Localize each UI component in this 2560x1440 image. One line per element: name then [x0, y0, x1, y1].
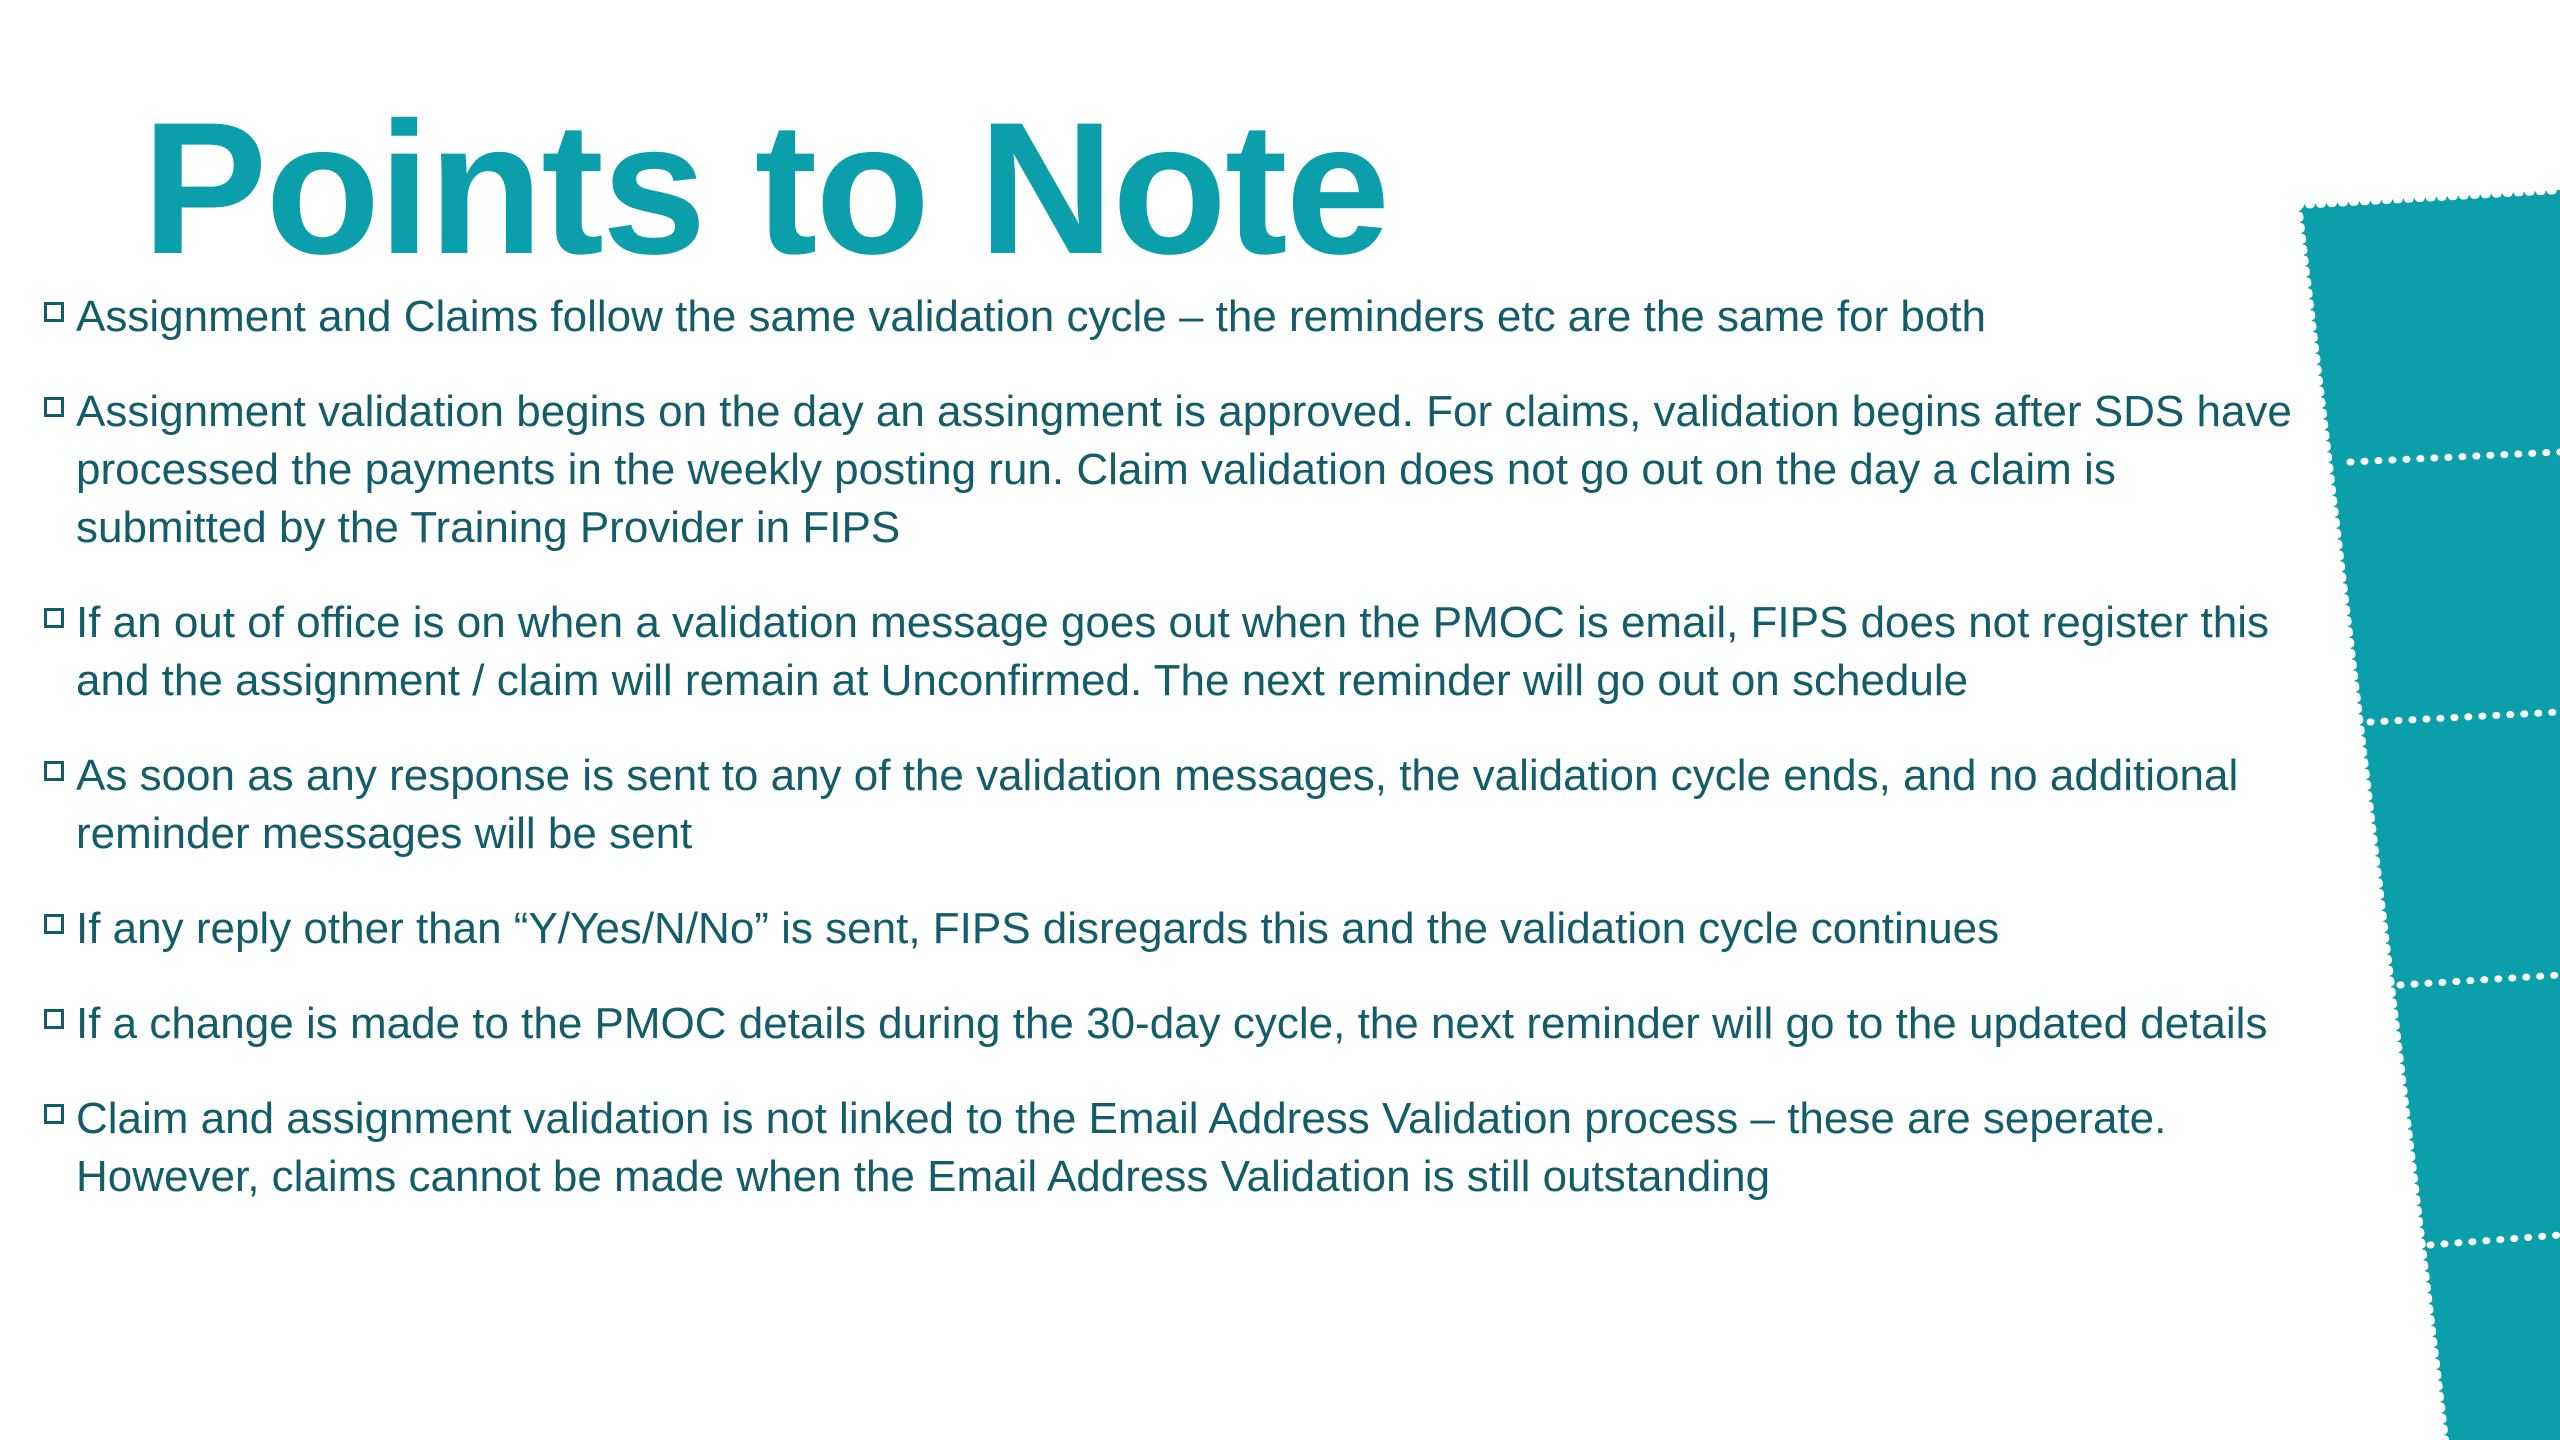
bullet-text: Assignment and Claims follow the same validation cycle – the reminders etc are the same for both — [76, 292, 1987, 341]
bullet-item — [44, 900, 2294, 958]
bullet-text: If a change is made to the PMOC details during the 30-day cycle, the next reminder will go to the updated details — [76, 999, 2268, 1048]
checkbox-square-icon — [44, 761, 70, 787]
stamp-shape — [2298, 190, 2560, 1440]
bullet-text: Claim and assignment validation is not linked to the Email Address Validation process – these are seperate. However, claims cannot be made when the Email Address Validation is still outstanding — [76, 1094, 2167, 1201]
checkbox-square-icon — [44, 302, 70, 328]
page-title: Points to Note — [142, 83, 1389, 293]
bullet-text: As soon as any response is sent to any of the validation messages, the validation cycle ends, and no additional reminder messages will be sent — [76, 751, 2239, 858]
bullet-text: If an out of office is on when a validation message goes out when the PMOC is email, FIPS does not register this and the assignment / claim will remain at Unconfirmed. The next reminder will go out on schedule — [76, 598, 2270, 705]
bullet-item — [44, 383, 2294, 557]
bullet-item — [44, 594, 2294, 710]
bullet-item — [44, 288, 2294, 346]
checkbox-square-icon — [44, 608, 70, 634]
checkbox-square-icon — [44, 1104, 70, 1130]
checkbox-square-icon — [44, 397, 70, 423]
bullet-list — [44, 288, 2294, 1243]
checkbox-square-icon — [44, 914, 70, 940]
bullet-text: Assignment validation begins on the day an assingment is approved. For claims, validation begins after SDS have processed the payments in the weekly posting run. Claim validation does not go out on the day a claim is submitted by the Training Provider in FIPS — [76, 387, 2292, 552]
checkbox-square-icon — [44, 1009, 70, 1035]
bullet-item — [44, 995, 2294, 1053]
bullet-item — [44, 747, 2294, 863]
bullet-item — [44, 1090, 2294, 1206]
bullet-text: If any reply other than “Y/Yes/N/No” is sent, FIPS disregards this and the validation cycle continues — [76, 904, 2000, 953]
